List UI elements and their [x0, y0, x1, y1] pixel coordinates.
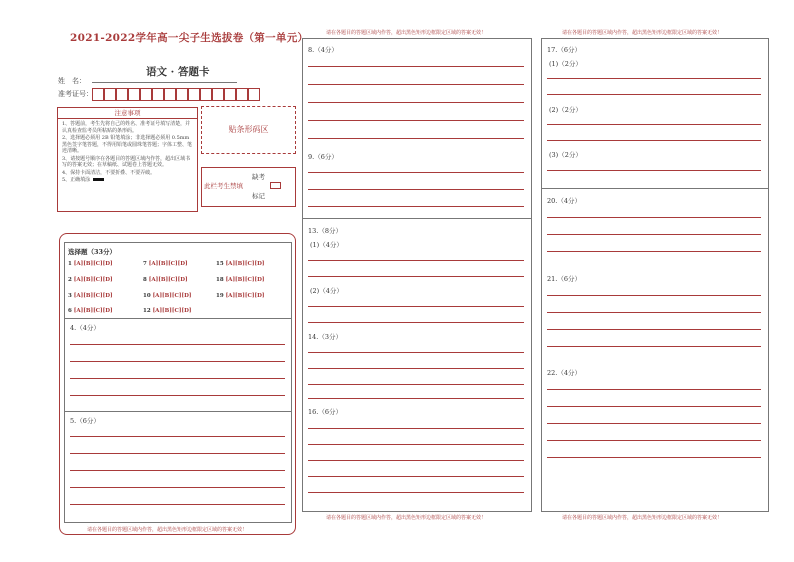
answer-line[interactable]	[547, 423, 761, 424]
id-digit-box[interactable]	[140, 88, 152, 101]
choice-row[interactable]: 1 [A][B][C][D]	[68, 261, 113, 267]
q13-2-label: (2)（4分）	[310, 287, 343, 295]
notice-item: 3、请按题号顺序在各题目的答题区域内作答，超出区域书写的答案无效；在草稿纸、试题卷上答题无效。	[62, 155, 191, 168]
q17-3-label: (3)（2分）	[549, 151, 582, 159]
choice-row[interactable]: 2 [A][B][C][D]	[68, 277, 113, 283]
notice-item-fill: 5、正确填涂	[62, 177, 193, 184]
choice-row[interactable]: 18 [A][B][C][D]	[216, 277, 265, 283]
barcode-area: 贴条形码区	[201, 106, 296, 154]
id-digit-box[interactable]	[128, 88, 140, 101]
id-digit-box[interactable]	[164, 88, 176, 101]
q21-label: 21.（6分）	[547, 275, 581, 283]
answer-line[interactable]	[308, 492, 524, 493]
answer-line[interactable]	[547, 217, 761, 218]
answer-line[interactable]	[308, 206, 524, 207]
notice-heading: 注意事项	[58, 108, 197, 119]
answer-line[interactable]	[308, 384, 524, 385]
answer-line[interactable]	[70, 361, 285, 362]
q4-section	[64, 318, 292, 412]
q17-label: 17.（6分）	[547, 46, 581, 54]
answer-line[interactable]	[308, 476, 524, 477]
q4-label: 4.（4分）	[70, 324, 100, 332]
q5-label: 5.（6分）	[70, 417, 100, 425]
answer-line[interactable]	[547, 389, 761, 390]
id-digit-box[interactable]	[236, 88, 248, 101]
id-digit-box[interactable]	[176, 88, 188, 101]
q16-label: 16.（6分）	[308, 408, 342, 416]
q17-2-label: (2)（2分）	[549, 106, 582, 114]
q8-label: 8.（4分）	[308, 46, 338, 54]
answer-line[interactable]	[70, 487, 285, 488]
answer-line[interactable]	[308, 398, 524, 399]
answer-line[interactable]	[547, 329, 761, 330]
answer-line[interactable]	[547, 346, 761, 347]
filled-mark-sample	[93, 178, 104, 181]
q13-1-label: (1)（4分）	[310, 241, 343, 249]
answer-card-subtitle: 语文 · 答题卡	[146, 66, 210, 78]
absent-checkbox[interactable]	[270, 182, 281, 189]
answer-line[interactable]	[308, 260, 524, 261]
choice-row[interactable]: 15 [A][B][C][D]	[216, 261, 265, 267]
answer-line[interactable]	[70, 453, 285, 454]
answer-line[interactable]	[308, 172, 524, 173]
choice-row[interactable]: 7 [A][B][C][D]	[143, 261, 188, 267]
answer-line[interactable]	[547, 295, 761, 296]
answer-line[interactable]	[308, 444, 524, 445]
id-digit-box[interactable]	[152, 88, 164, 101]
answer-line[interactable]	[70, 470, 285, 471]
answer-line[interactable]	[547, 457, 761, 458]
choice-row[interactable]: 19 [A][B][C][D]	[216, 293, 265, 299]
answer-line[interactable]	[308, 189, 524, 190]
choice-row[interactable]: 3 [A][B][C][D]	[68, 293, 113, 299]
id-digit-box[interactable]	[92, 88, 104, 101]
q13-label: 13.（8分）	[308, 227, 342, 235]
id-digit-box[interactable]	[188, 88, 200, 101]
answer-line[interactable]	[547, 251, 761, 252]
answer-line[interactable]	[308, 120, 524, 121]
q9-label: 9.（6分）	[308, 153, 338, 161]
section-divider	[302, 218, 532, 219]
top-warning-right: 请在各题目的答题区域内作答，超出黑色矩形边框限定区域的答案无效！	[562, 30, 723, 36]
notice-item: 2、选择题必须用 2B 铅笔填涂；非选择题必须用 0.5mm 黑色签字笔答题，不得用铅笔或圆珠笔答题；字体工整、笔迹清晰。	[62, 135, 193, 154]
bottom-warning-left: 请在各题目的答题区域内作答，超出黑色矩形边框限定区域的答案无效！	[87, 527, 248, 533]
answer-line[interactable]	[70, 395, 285, 396]
bottom-warning-right: 请在各题目的答题区域内作答，超出黑色矩形边框限定区域的答案无效！	[562, 515, 723, 521]
answer-line[interactable]	[308, 306, 524, 307]
mark-label: 标记	[252, 192, 265, 200]
answer-line[interactable]	[308, 66, 524, 67]
id-digit-box[interactable]	[224, 88, 236, 101]
answer-line[interactable]	[308, 428, 524, 429]
absent-forbid-label: 此栏考生禁填	[204, 182, 243, 190]
q20-label: 20.（4分）	[547, 197, 581, 205]
answer-line[interactable]	[547, 312, 761, 313]
q5-section	[64, 411, 292, 523]
choice-row[interactable]: 12 [A][B][C][D]	[143, 308, 192, 314]
id-label: 准考证号：	[58, 90, 93, 98]
answer-line[interactable]	[308, 102, 524, 103]
id-digit-box[interactable]	[248, 88, 260, 101]
answer-line[interactable]	[308, 276, 524, 277]
answer-line[interactable]	[547, 440, 761, 441]
exam-title: 2021-2022学年高一尖子生选拔卷（第一单元）	[70, 32, 309, 44]
answer-line[interactable]	[70, 504, 285, 505]
notice-item: 4、保持卡面清洁，不要折叠、不要弄破。	[62, 169, 156, 176]
absent-label: 缺考	[252, 173, 265, 181]
id-digit-box[interactable]	[116, 88, 128, 101]
exam-id-boxes[interactable]	[92, 88, 260, 101]
q14-label: 14.（3分）	[308, 333, 342, 341]
answer-line[interactable]	[308, 84, 524, 85]
id-digit-box[interactable]	[212, 88, 224, 101]
middle-answer-column	[302, 38, 532, 512]
answer-line[interactable]	[308, 368, 524, 369]
absent-mark-box	[201, 167, 296, 207]
name-field[interactable]	[92, 82, 237, 83]
choice-row[interactable]: 10 [A][B][C][D]	[143, 293, 192, 299]
name-label: 姓 名：	[58, 77, 86, 85]
id-digit-box[interactable]	[200, 88, 212, 101]
answer-line[interactable]	[70, 436, 285, 437]
answer-line[interactable]	[547, 94, 761, 95]
answer-line[interactable]	[547, 124, 761, 125]
answer-line[interactable]	[70, 378, 285, 379]
id-digit-box[interactable]	[104, 88, 116, 101]
notice-box	[57, 107, 198, 212]
answer-line[interactable]	[547, 234, 761, 235]
q17-1-label: (1)（2分）	[549, 60, 582, 68]
answer-line[interactable]	[547, 140, 761, 141]
top-warning-mid: 请在各题目的答题区域内作答，超出黑色矩形边框限定区域的答案无效！	[326, 30, 487, 36]
answer-line[interactable]	[70, 344, 285, 345]
answer-line[interactable]	[308, 138, 524, 139]
section-divider	[541, 188, 769, 189]
answer-line[interactable]	[547, 78, 761, 79]
answer-line[interactable]	[308, 352, 524, 353]
answer-line[interactable]	[547, 406, 761, 407]
bottom-warning-mid: 请在各题目的答题区域内作答，超出黑色矩形边框限定区域的答案无效！	[326, 515, 487, 521]
answer-line[interactable]	[308, 460, 524, 461]
answer-line[interactable]	[308, 322, 524, 323]
choice-row[interactable]: 6 [A][B][C][D]	[68, 308, 113, 314]
answer-line[interactable]	[547, 170, 761, 171]
choice-row[interactable]: 8 [A][B][C][D]	[143, 277, 188, 283]
notice-item: 1、答题前，考生先将自己的姓名、准考证号填写清楚，并认真检查监考员所粘贴的条形码。	[62, 121, 191, 134]
choice-heading: 选择题（33分）	[68, 248, 117, 256]
q22-label: 22.（4分）	[547, 369, 581, 377]
